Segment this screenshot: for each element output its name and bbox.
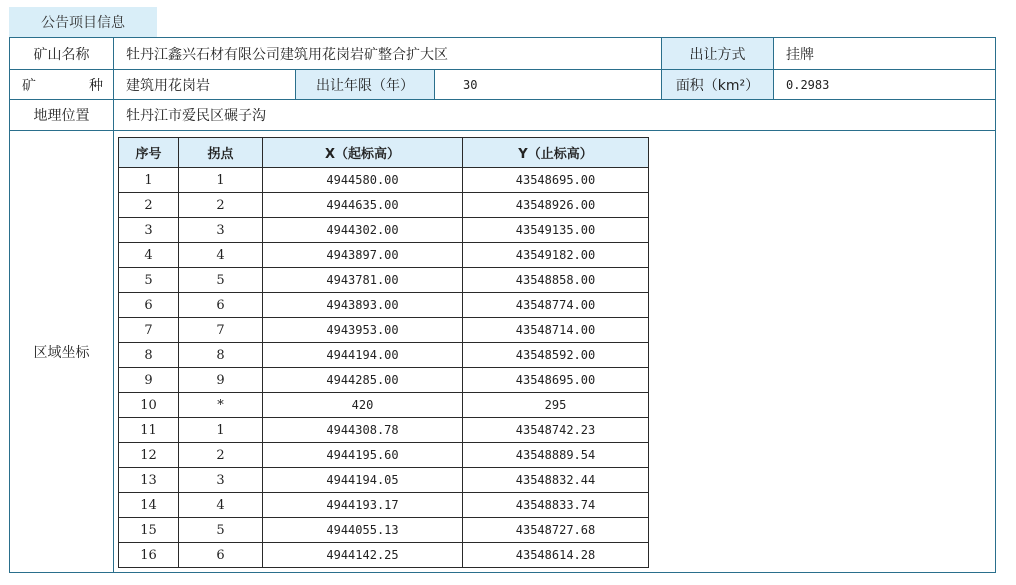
x-cell: 4944195.60 xyxy=(263,443,463,468)
y-cell: 43548742.23 xyxy=(463,418,649,443)
seq-cell: 3 xyxy=(119,218,179,243)
coordinates-table xyxy=(118,137,649,568)
seq-cell: 14 xyxy=(119,493,179,518)
term-label: 出让年限（年） xyxy=(316,77,414,94)
table-row xyxy=(119,168,649,193)
seq-cell: 7 xyxy=(119,318,179,343)
y-cell: 43548714.00 xyxy=(463,318,649,343)
table-row xyxy=(119,193,649,218)
header-y: Y（止标高） xyxy=(463,138,649,168)
table-row xyxy=(119,318,649,343)
seq-cell: 5 xyxy=(119,268,179,293)
y-cell: 43548832.44 xyxy=(463,468,649,493)
seq-cell: 1 xyxy=(119,168,179,193)
seq-cell: 6 xyxy=(119,293,179,318)
x-cell: 4944302.00 xyxy=(263,218,463,243)
x-cell: 4943893.00 xyxy=(263,293,463,318)
x-cell: 4944194.05 xyxy=(263,468,463,493)
table-row xyxy=(119,418,649,443)
section-tab[interactable]: 公告项目信息 xyxy=(9,7,157,37)
seq-cell: 12 xyxy=(119,443,179,468)
row-divider xyxy=(9,130,996,131)
area-value: 0.2983 xyxy=(786,77,830,92)
y-cell: 43548727.68 xyxy=(463,518,649,543)
point-cell: 9 xyxy=(179,368,263,393)
x-cell: 4944580.00 xyxy=(263,168,463,193)
seq-cell: 16 xyxy=(119,543,179,568)
x-cell: 4943897.00 xyxy=(263,243,463,268)
seq-cell: 15 xyxy=(119,518,179,543)
point-cell: 1 xyxy=(179,168,263,193)
table-row xyxy=(119,468,649,493)
point-cell: * xyxy=(179,393,263,418)
table-row xyxy=(119,493,649,518)
seq-cell: 9 xyxy=(119,368,179,393)
y-cell: 43548592.00 xyxy=(463,343,649,368)
table-row xyxy=(119,518,649,543)
table-row xyxy=(119,443,649,468)
y-cell: 43549135.00 xyxy=(463,218,649,243)
seq-cell: 2 xyxy=(119,193,179,218)
location-value: 牡丹江市爱民区碾子沟 xyxy=(126,108,266,124)
point-cell: 3 xyxy=(179,468,263,493)
transfer-method-value: 挂牌 xyxy=(786,46,814,63)
seq-cell: 8 xyxy=(119,343,179,368)
y-cell: 43548614.28 xyxy=(463,543,649,568)
table-row xyxy=(119,393,649,418)
location-label: 地理位置 xyxy=(33,108,90,124)
y-cell: 43548774.00 xyxy=(463,293,649,318)
y-cell: 43548695.00 xyxy=(463,168,649,193)
seq-cell: 13 xyxy=(119,468,179,493)
x-cell: 4944194.00 xyxy=(263,343,463,368)
x-cell: 4943953.00 xyxy=(263,318,463,343)
point-cell: 4 xyxy=(179,243,263,268)
table-row xyxy=(119,293,649,318)
seq-cell: 11 xyxy=(119,418,179,443)
point-cell: 8 xyxy=(179,343,263,368)
point-cell: 6 xyxy=(179,293,263,318)
x-cell: 4944055.13 xyxy=(263,518,463,543)
x-cell: 420 xyxy=(263,393,463,418)
mine-name-label: 矿山名称 xyxy=(33,46,90,63)
table-row xyxy=(119,218,649,243)
mineral-type-label xyxy=(10,70,113,99)
mine-name-value: 牡丹江鑫兴石材有限公司建筑用花岗岩矿整合扩大区 xyxy=(126,46,448,63)
y-cell: 43549182.00 xyxy=(463,243,649,268)
y-cell: 295 xyxy=(463,393,649,418)
header-point: 拐点 xyxy=(179,138,263,168)
x-cell: 4944285.00 xyxy=(263,368,463,393)
x-cell: 4944308.78 xyxy=(263,418,463,443)
header-x: X（起标高） xyxy=(263,138,463,168)
header-seq: 序号 xyxy=(119,138,179,168)
x-cell: 4944142.25 xyxy=(263,543,463,568)
seq-cell: 10 xyxy=(119,393,179,418)
x-cell: 4944635.00 xyxy=(263,193,463,218)
point-cell: 3 xyxy=(179,218,263,243)
point-cell: 5 xyxy=(179,268,263,293)
table-row xyxy=(119,543,649,568)
table-row xyxy=(119,368,649,393)
x-cell: 4944193.17 xyxy=(263,493,463,518)
x-cell: 4943781.00 xyxy=(263,268,463,293)
point-cell: 2 xyxy=(179,193,263,218)
y-cell: 43548858.00 xyxy=(463,268,649,293)
table-row xyxy=(119,243,649,268)
point-cell: 1 xyxy=(179,418,263,443)
point-cell: 7 xyxy=(179,318,263,343)
point-cell: 6 xyxy=(179,543,263,568)
coordinates-header-row xyxy=(119,138,649,168)
mineral-type-value: 建筑用花岗岩 xyxy=(126,77,210,94)
y-cell: 43548889.54 xyxy=(463,443,649,468)
y-cell: 43548833.74 xyxy=(463,493,649,518)
mineral-type-label-part: 矿 xyxy=(22,77,36,94)
point-cell: 5 xyxy=(179,518,263,543)
point-cell: 4 xyxy=(179,493,263,518)
region-coords-label: 区域坐标 xyxy=(33,344,90,361)
table-row xyxy=(119,343,649,368)
y-cell: 43548926.00 xyxy=(463,193,649,218)
mineral-type-label-part: 种 xyxy=(89,77,103,94)
table-row xyxy=(119,268,649,293)
term-value: 30 xyxy=(463,77,478,92)
transfer-method-label: 出让方式 xyxy=(689,46,746,63)
point-cell: 2 xyxy=(179,443,263,468)
y-cell: 43548695.00 xyxy=(463,368,649,393)
seq-cell: 4 xyxy=(119,243,179,268)
area-label: 面积（km²） xyxy=(675,77,760,94)
